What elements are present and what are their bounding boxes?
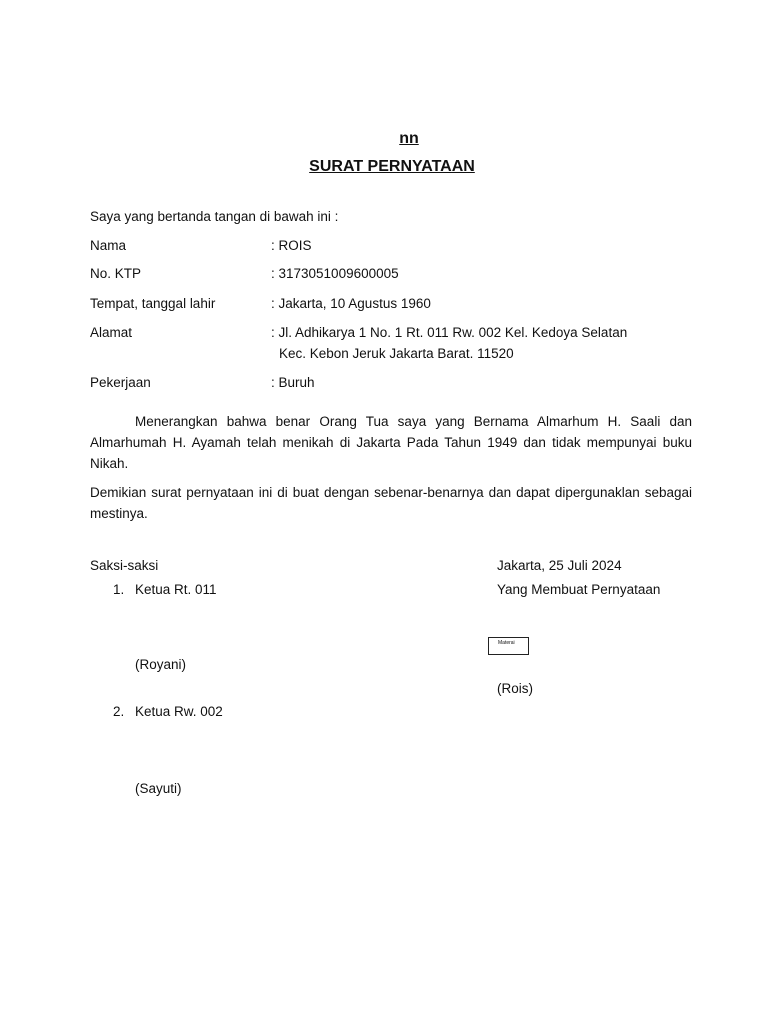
field-label-nama: Nama [90, 238, 127, 253]
witness-1-number: 1. [113, 582, 125, 597]
body-paragraph-2: Demikian surat pernyataan ini di buat dengan sebenar-benarnya dan dapat dipergunaklan sebagai mestinya. [90, 485, 692, 521]
stamp-duty-box: Materai [488, 637, 529, 655]
intro-text: Saya yang bertanda tangan di bawah ini : [90, 209, 339, 224]
field-value-ttl: : Jakarta, 10 Agustus 1960 [271, 296, 431, 311]
field-value-ktp: : 3173051009600005 [271, 266, 399, 281]
signatory-name: (Rois) [497, 681, 533, 696]
signing-place-date: Jakarta, 25 Juli 2024 [497, 558, 622, 573]
witness-2-role: Ketua Rw. 002 [135, 704, 223, 719]
witness-2-name: (Sayuti) [135, 781, 182, 796]
witness-2-number: 2. [113, 704, 125, 719]
field-value-pekerjaan: : Buruh [271, 375, 315, 390]
witness-heading: Saksi-saksi [90, 558, 159, 573]
field-label-ktp: No. KTP [90, 266, 142, 281]
document-title: SURAT PERNYATAAN [309, 158, 475, 175]
header-prefix: nn [399, 130, 419, 147]
field-value-alamat: : Jl. Adhikarya 1 No. 1 Rt. 011 Rw. 002 Kel. Kedoya Selatan [271, 325, 628, 340]
witness-1-name: (Royani) [135, 657, 187, 672]
signatory-role: Yang Membuat Pernyataan [497, 582, 661, 597]
body-paragraph-1: Menerangkan bahwa benar Orang Tua saya yang Bernama Almarhum H. Saali dan Almarhumah H. Ayamah telah menikah di Jakarta Pada Tahun 1949 dan tidak mempunyai buku Nikah. [90, 414, 692, 471]
field-label-alamat: Alamat [90, 325, 133, 340]
witness-1-role: Ketua Rt. 011 [135, 582, 217, 597]
field-label-pekerjaan: Pekerjaan [90, 375, 151, 390]
field-label-ttl: Tempat, tanggal lahir [90, 296, 216, 311]
field-value-nama: : ROIS [271, 238, 312, 253]
field-value-alamat-line2: Kec. Kebon Jeruk Jakarta Barat. 11520 [279, 346, 514, 361]
